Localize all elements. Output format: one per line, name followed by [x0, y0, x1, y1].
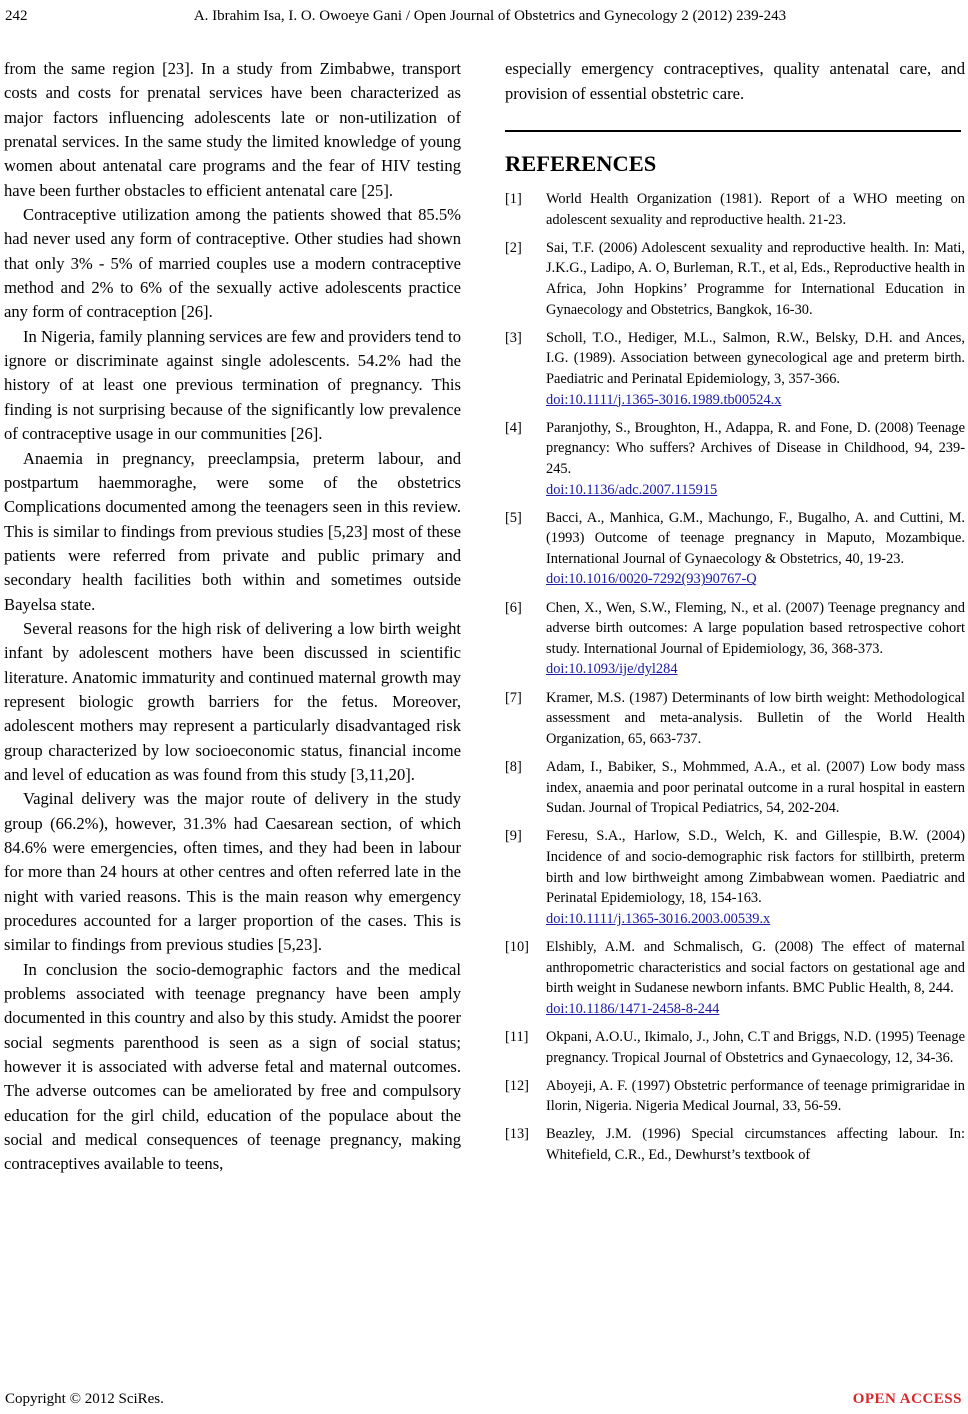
reference-item: [505, 598, 965, 680]
reference-number: [3]: [505, 329, 522, 346]
reference-item: [505, 1076, 965, 1117]
page-footer: [0, 1389, 968, 1411]
reference-text: Okpani, A.O.U., Ikimalo, J., John, C.T and Briggs, N.D. (1995) Teenage pregnancy. Tropical Journal of Obstetrics and Gynaecology, 12, 34-36.: [546, 1028, 965, 1066]
reference-number: [4]: [505, 419, 522, 436]
reference-text: Bacci, A., Manhica, G.M., Machungo, F., Bugalho, A. and Cuttini, M. (1993) Outcome of teenage pregnancy in Maputo, Mozambique. International Journal of Gynaecology & Obstetrics, 40, 19-23.: [546, 509, 965, 567]
reference-text: Elshibly, A.M. and Schmalisch, G. (2008) The effect of maternal anthropometric characteristics and social factors on gestational age and birth weight in Sudanese newborn infants. BMC Public Health, 8, 244.: [546, 938, 965, 997]
reference-number: [2]: [505, 239, 522, 256]
reference-item: [505, 826, 965, 929]
reference-doi-link[interactable]: doi:10.1111/j.1365-3016.1989.tb00524.x: [546, 391, 782, 408]
reference-item: [505, 757, 965, 819]
section-divider: [505, 130, 961, 132]
reference-item: [505, 937, 965, 1019]
reference-item: [505, 238, 965, 320]
references-heading: REFERENCES: [505, 151, 657, 176]
open-access-badge: OPEN ACCESS: [852, 1391, 962, 1407]
page-header: [0, 6, 968, 28]
reference-number: [8]: [505, 759, 522, 775]
reference-doi-link[interactable]: doi:10.1186/1471-2458-8-244: [546, 1000, 720, 1017]
reference-text: Paranjothy, S., Broughton, H., Adappa, R. and Fone, D. (2008) Teenage pregnancy: Who suffers? Archives of Disease in Childhood, 94, 239-245.: [546, 419, 965, 477]
reference-number: [11]: [505, 1028, 529, 1045]
page-number: 242: [5, 8, 28, 24]
body-paragraph: Anaemia in pregnancy, preeclampsia, preterm labour, and postpartum haemmoraghe, were some of the obstetrics Complications documented among the teenagers seen in this review. This is similar to findings from previous studies [5,23] most of these patients were referred from private and public primary and secondary health facilities both within and sometimes outside Bayelsa state.: [4, 448, 461, 614]
reference-item: [505, 418, 965, 500]
reference-number: [13]: [505, 1126, 529, 1143]
reference-number: [6]: [505, 599, 522, 616]
left-column: [4, 57, 461, 1177]
reference-number: [7]: [505, 689, 522, 706]
body-paragraph: Vaginal delivery was the major route of delivery in the study group (66.2%), however, 31.3% had Caesarean section, of which 84.6% were emergencies, often times, and they had been in labour for more than 24 hours at other centres and often referred late in the night with varied reasons. This is the main reason why emergency procedures accounted for a larger proportion of the cases. This is similar to findings from previous studies [5,23].: [4, 789, 461, 955]
running-title: A. Ibrahim Isa, I. O. Owoeye Gani / Open Journal of Obstetrics and Gynecology 2 (2012) 239-243: [193, 8, 787, 24]
reference-text: Kramer, M.S. (1987) Determinants of low birth weight: Methodological assessment and meta-analysis. Bulletin of the World Health Organization, 65, 663-737.: [546, 689, 965, 747]
reference-item: [505, 508, 965, 590]
reference-text: Aboyeji, A. F. (1997) Obstetric performance of teenage primigraridae in Ilorin, Nigeria. Nigeria Medical Journal, 33, 56-59.: [546, 1077, 965, 1115]
reference-text: Chen, X., Wen, S.W., Fleming, N., et al. (2007) Teenage pregnancy and adverse birth outcomes: A large population based retrospective cohort study. International Journal of Epidemiology, 36, 368-373.: [546, 599, 965, 657]
reference-item: [505, 1027, 965, 1068]
body-paragraph: Several reasons for the high risk of delivering a low birth weight infant by adolescent mothers have been discussed in scientific literature. Anatomic immaturity and continued maternal growth may represent biologic growth barriers for the fetus. Moreover, adolescent mothers may represent a particularly disadvantaged risk group characterized by low socioeconomic status, financial income and level of education as was found from this study [3,11,20].: [4, 618, 461, 784]
right-column: [505, 57, 965, 1173]
reference-number: [10]: [505, 938, 529, 955]
reference-text: Adam, I., Babiker, S., Mohmmed, A.A., et al. (2007) Low body mass index, anaemia and poor perinatal outcome in a rural hospital in eastern Sudan. Journal of Tropical Pediatrics, 54, 202-204.: [546, 759, 965, 817]
reference-item: [505, 688, 965, 750]
reference-text: World Health Organization (1981). Report of a WHO meeting on adolescent sexuality and reproductive health. 21-23.: [546, 191, 965, 228]
reference-item: [505, 328, 965, 410]
reference-list: [505, 189, 965, 1166]
body-paragraph: Contraceptive utilization among the patients showed that 85.5% had never used any form of contraceptive. Other studies had shown that only 3% - 5% of married couples use a modern contraceptive method and 2% to 6% of the sexually active adolescents practice any form of contraception [26].: [4, 205, 461, 322]
reference-item: [505, 1124, 965, 1165]
body-paragraph: In conclusion the socio-demographic factors and the medical problems associated with teenage pregnancy have been amply documented in this country and also by this study. Amidst the poorer social segments parenthood is seen as a sign of social status; however it is associated with adverse fetal and maternal outcomes. The adverse outcomes can be ameliorated by free and compulsory education for the girl child, education of the populace about the social and medical consequences of teenage pregnancy, making contraceptives available to teens,: [4, 959, 461, 1174]
reference-item: [505, 189, 965, 230]
reference-number: [5]: [505, 509, 522, 526]
reference-text: Sai, T.F. (2006) Adolescent sexuality and reproductive health. In: Mati, J.K.G., Ladipo, A. O, Burleman, R.T., et al, Eds., Reproductive health in Africa, John Hopkins’ Programme for International Education in Gynaecology and Obstetrics, Bangkok, 16-30.: [546, 239, 965, 318]
body-paragraph: especially emergency contraceptives, quality antenatal care, and provision of essential obstetric care.: [505, 59, 965, 103]
body-paragraph: from the same region [23]. In a study from Zimbabwe, transport costs and costs for prenatal services have been characterized as major factors influencing adolescents late or non-utilization of prenatal services. In the same study the limited knowledge of young women about antenatal care programs and the fear of HIV testing have been further obstacles to efficient antenatal care [25].: [4, 59, 461, 200]
body-paragraph: In Nigeria, family planning services are few and providers tend to ignore or discriminate against single adolescents. 54.2% had the history of at least one previous termination of pregnancy. This finding is not surprising because of the significantly low prevalence of contraceptive usage in our communities [26].: [4, 326, 461, 444]
reference-number: [12]: [505, 1077, 529, 1094]
reference-number: [9]: [505, 828, 522, 845]
reference-text: Beazley, J.M. (1996) Special circumstances affecting labour. In: Whitefield, C.R., Ed., Dewhurst’s textbook of: [546, 1126, 965, 1164]
reference-number: [1]: [505, 191, 522, 207]
reference-text: Scholl, T.O., Hediger, M.L., Salmon, R.W., Belsky, D.H. and Ances, I.G. (1989). Association between gynecological age and preterm birth. Paediatric and Perinatal Epidemiology, 3, 357-366.: [546, 329, 965, 387]
reference-text: Feresu, S.A., Harlow, S.D., Welch, K. and Gillespie, B.W. (2004) Incidence of and socio-demographic risk factors for stillbirth, preterm birth and low birthweight among Zimbabwean women. Paediatric and Perinatal Epidemiology, 18, 154-163.: [546, 828, 965, 907]
reference-doi-link[interactable]: doi:10.1136/adc.2007.115915: [546, 481, 718, 498]
reference-doi-link[interactable]: doi:10.1016/0020-7292(93)90767-Q: [546, 571, 757, 588]
reference-doi-link[interactable]: doi:10.1093/ije/dyl284: [546, 661, 678, 678]
copyright-notice: Copyright © 2012 SciRes.: [5, 1391, 164, 1407]
reference-doi-link[interactable]: doi:10.1111/j.1365-3016.2003.00539.x: [546, 910, 771, 927]
